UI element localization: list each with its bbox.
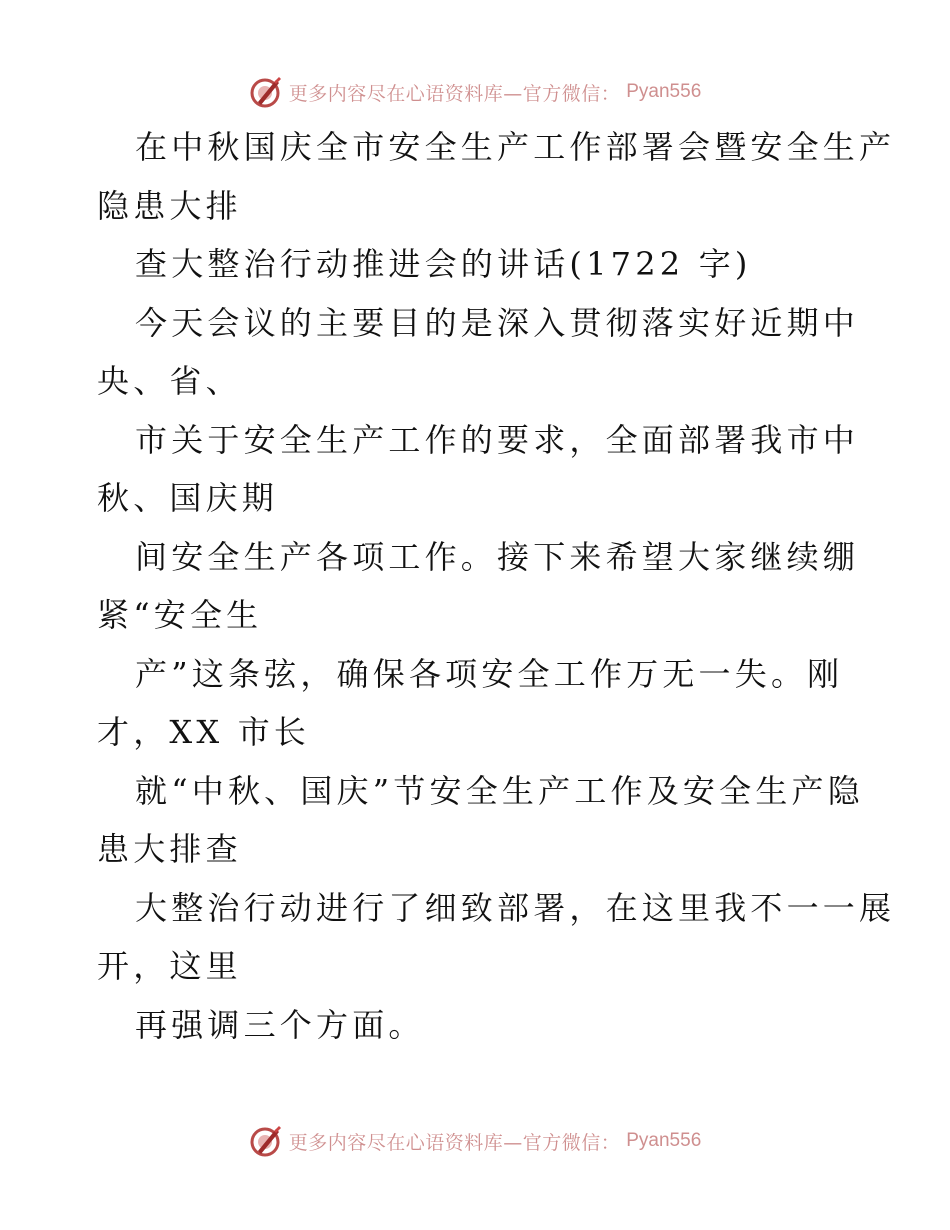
watermark-text: 更多内容尽在心语资料库—官方微信： (288, 82, 621, 105)
text-line: 才，XX 市长 (97, 713, 311, 751)
text-line: 再强调三个方面。 (135, 1005, 425, 1044)
text-line: 隐患大排 (97, 186, 242, 225)
text-line: 今天会议的主要目的是深入贯彻落实好近期中 (135, 303, 860, 342)
text-line: 大整治行动进行了细致部署，在这里我不一一展 (135, 888, 896, 927)
text-line: 市关于安全生产工作的要求，全面部署我市中 (135, 420, 860, 459)
pen-seal-logo-icon (249, 75, 283, 109)
text-line: 开，这里 (97, 947, 242, 985)
text-line: 产”这条弦，确保各项安全工作万无一失。刚 (135, 654, 844, 693)
watermark-account: Pyan556 (626, 81, 702, 102)
header-watermark (0, 72, 950, 112)
text-line: 秋、国庆期 (97, 479, 279, 517)
watermark-text: 更多内容尽在心语资料库—官方微信： (288, 1131, 621, 1154)
text-line: 在中秋国庆全市安全生产工作部署会暨安全生产 (135, 128, 896, 166)
pen-seal-logo-icon (249, 1124, 283, 1158)
text-line: 就“中秋、国庆”节安全生产工作及安全生产隐 (135, 771, 864, 810)
text-line: 央、省、 (97, 362, 242, 400)
text-line: 紧“安全生 (97, 596, 263, 634)
text-line: 查大整治行动推进会的讲话(1722 字) (135, 245, 752, 283)
text-line: 间安全生产各项工作。接下来希望大家继续绷 (135, 537, 860, 576)
footer-watermark (0, 1121, 950, 1161)
document-body (97, 118, 896, 1054)
text-line: 患大排查 (97, 830, 242, 868)
watermark-account: Pyan556 (626, 1130, 702, 1151)
